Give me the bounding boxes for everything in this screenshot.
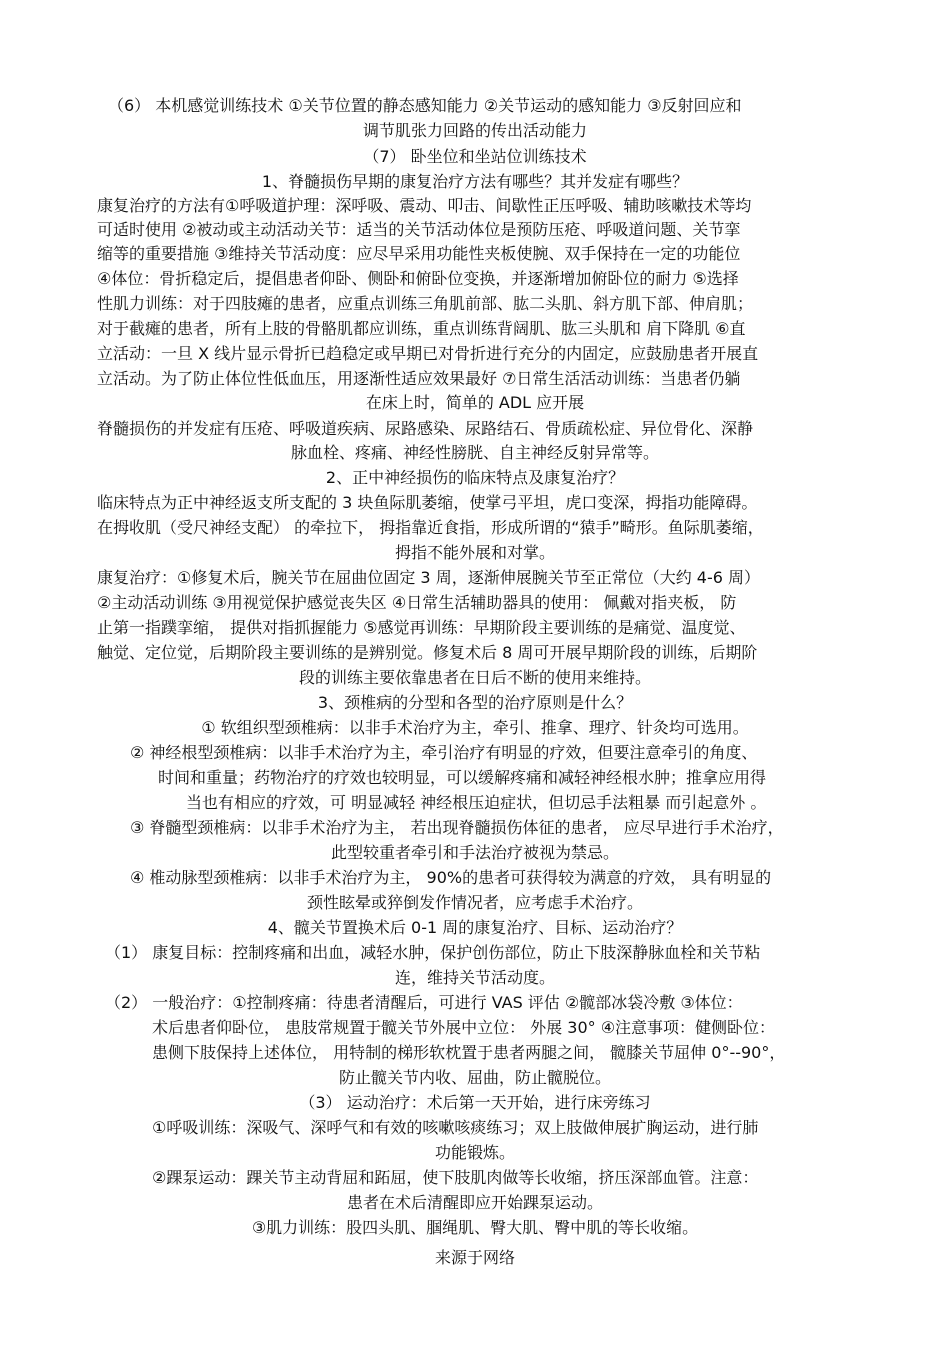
text-line: ①呼吸训练：深吸气、深呼气和有效的咳嗽咳痰练习；双上肢做伸展扩胸运动，进行肺 (152, 1118, 759, 1137)
text-line: 立活动。为了防止体位性低血压，用逐渐性适应效果最好 ⑦日常生活活动训练：当患者仍躺 (97, 369, 741, 388)
text-line: 段的训练主要依靠患者在日后不断的使用来维持。 (298, 668, 651, 687)
text-line: 连，维持关节活动度。 (394, 968, 555, 987)
text-line: 脊髓损伤的并发症有压疮、呼吸道疾病、尿路感染、尿路结石、骨质疏松症、异位骨化、深静 (97, 419, 754, 438)
text-line: 止第一指蹼挛缩， 提供对指抓握能力 ⑤感觉再训练：早期阶段主要训练的是痛觉、温度觉、 (97, 618, 746, 637)
text-line: 当也有相应的疗效，可 明显减轻 神经根压迫症状，但切忌手法粗暴 而引起意外 。 (186, 793, 767, 812)
text-line: 拇指不能外展和对掌。 (394, 543, 555, 562)
text-line: 临床特点为正中神经返支所支配的 3 块鱼际肌萎缩，使掌弓平坦，虎口变深，拇指功能障碍。 (97, 493, 758, 512)
text-line: ④体位：骨折稳定后，提倡患者仰卧、侧卧和俯卧位变换，并逐渐增加俯卧位的耐力 ⑤选择 (97, 269, 739, 288)
question-heading: 2、正中神经损伤的临床特点及康复治疗？ (325, 468, 625, 487)
text-line: 调节肌张力回路的传出活动能力 (362, 121, 587, 140)
text-line: 可适时使用 ②被动或主动活动关节：适当的关节活动体位是预防压疮、呼吸道问题、关节挛 (97, 220, 741, 239)
text-line: （6） 本机感觉训练技术 ①关节位置的静态感知能力 ②关节运动的感知能力 ③反射回应和 (108, 96, 742, 115)
section-heading: （3） 运动治疗：术后第一天开始，进行床旁练习 (299, 1093, 651, 1112)
section-heading: （7） 卧坐位和坐站位训练技术 (363, 147, 587, 166)
text-line: 防止髋关节内收、屈曲，防止髋脱位。 (338, 1068, 611, 1087)
text-line: ① 软组织型颈椎病：以非手术治疗为主，牵引、推拿、理疗、针灸均可选用。 (201, 718, 749, 737)
text-line: 时间和重量；药物治疗的疗效也较明显，可以缓解疼痛和减轻神经根水肿；推拿应用得 (158, 768, 767, 787)
text-line: （2） 一般治疗：①控制疼痛：待患者清醒后，可进行 VAS 评估 ②髋部冰袋冷敷 ③体位： (105, 993, 743, 1012)
question-heading: 4、髋关节置换术后 0-1 周的康复治疗、目标、运动治疗？ (267, 918, 683, 937)
text-line: （1） 康复目标：控制疼痛和出血，减轻水肿，保护创伤部位，防止下肢深静脉血栓和关节粘 (105, 943, 761, 962)
text-line: 在拇收肌（受尺神经支配） 的牵拉下， 拇指靠近食指，形成所谓的“猿手”畸形。鱼际肌萎缩， (97, 518, 764, 537)
question-heading: 1、脊髓损伤早期的康复治疗方法有哪些？其并发症有哪些？ (261, 172, 689, 191)
source-note: 来源于网络 (434, 1248, 515, 1267)
text-line: ③肌力训练：股四头肌、腘绳肌、臀大肌、臀中肌的等长收缩。 (251, 1218, 699, 1237)
text-line: 患侧下肢保持上述体位， 用特制的梯形软枕置于患者两腿之间， 髋膝关节屈伸 0°--90°， (152, 1043, 786, 1062)
text-line: 颈性眩晕或猝倒发作情况者，应考虑手术治疗。 (306, 893, 643, 912)
text-line: ②踝泵运动：踝关节主动背屈和跖屈，使下肢肌肉做等长收缩，挤压深部血管。注意： (152, 1168, 759, 1187)
question-heading: 3、颈椎病的分型和各型的治疗原则是什么？ (317, 693, 633, 712)
text-line: 康复治疗的方法有①呼吸道护理：深呼吸、震动、叩击、间歇性正压呼吸、辅助咳嗽技术等均 (97, 196, 752, 215)
text-line: 对于截瘫的患者，所有上肢的骨骼肌都应训练，重点训练背阔肌、肱三头肌和 肩下降肌 ⑥直 (97, 319, 746, 338)
text-line: ②主动活动训练 ③用视觉保护感觉丧失区 ④日常生活辅助器具的使用： 佩戴对指夹板， 防 (97, 593, 737, 612)
text-line: 触觉、定位觉，后期阶段主要训练的是辨别觉。修复术后 8 周可开展早期阶段的训练，后期阶 (97, 643, 758, 662)
text-line: 康复治疗：①修复术后，腕关节在屈曲位固定 3 周，逐渐伸展腕关节至正常位（大约 4-6 周） (97, 568, 761, 587)
text-line: 缩等的重要措施 ③维持关节活动度：应尽早采用功能性夹板使腕、双手保持在一定的功能位 (97, 244, 741, 263)
text-line: 功能锻炼。 (434, 1143, 515, 1162)
text-line: ② 神经根型颈椎病：以非手术治疗为主，牵引治疗有明显的疗效，但要注意牵引的角度、 (130, 743, 758, 762)
text-line: 性肌力训练：对于四肢瘫的患者，应重点训练三角肌前部、肱二头肌、斜方肌下部、伸肩肌； (97, 294, 754, 313)
text-line: ③ 脊髓型颈椎病：以非手术治疗为主， 若出现脊髓损伤体征的患者， 应尽早进行手术治疗， (130, 818, 784, 837)
text-line: 在床上时，简单的 ADL 应开展 (365, 393, 585, 412)
text-line: 此型较重者牵引和手法治疗被视为禁忌。 (330, 843, 619, 862)
text-line: ④ 椎动脉型颈椎病：以非手术治疗为主， 90%的患者可获得较为满意的疗效， 具有明显的 (130, 868, 772, 887)
text-line: 患者在术后清醒即应开始踝泵运动。 (346, 1193, 603, 1212)
text-line: 立活动：一旦 X 线片显示骨折已趋稳定或早期已对骨折进行充分的内固定，应鼓励患者开展直 (97, 344, 759, 363)
text-line: 脉血栓、疼痛、神经性膀胱、自主神经反射异常等。 (290, 443, 659, 462)
text-line: 术后患者仰卧位， 患肢常规置于髋关节外展中立位： 外展 30° ④注意事项：健侧卧位： (152, 1018, 776, 1037)
